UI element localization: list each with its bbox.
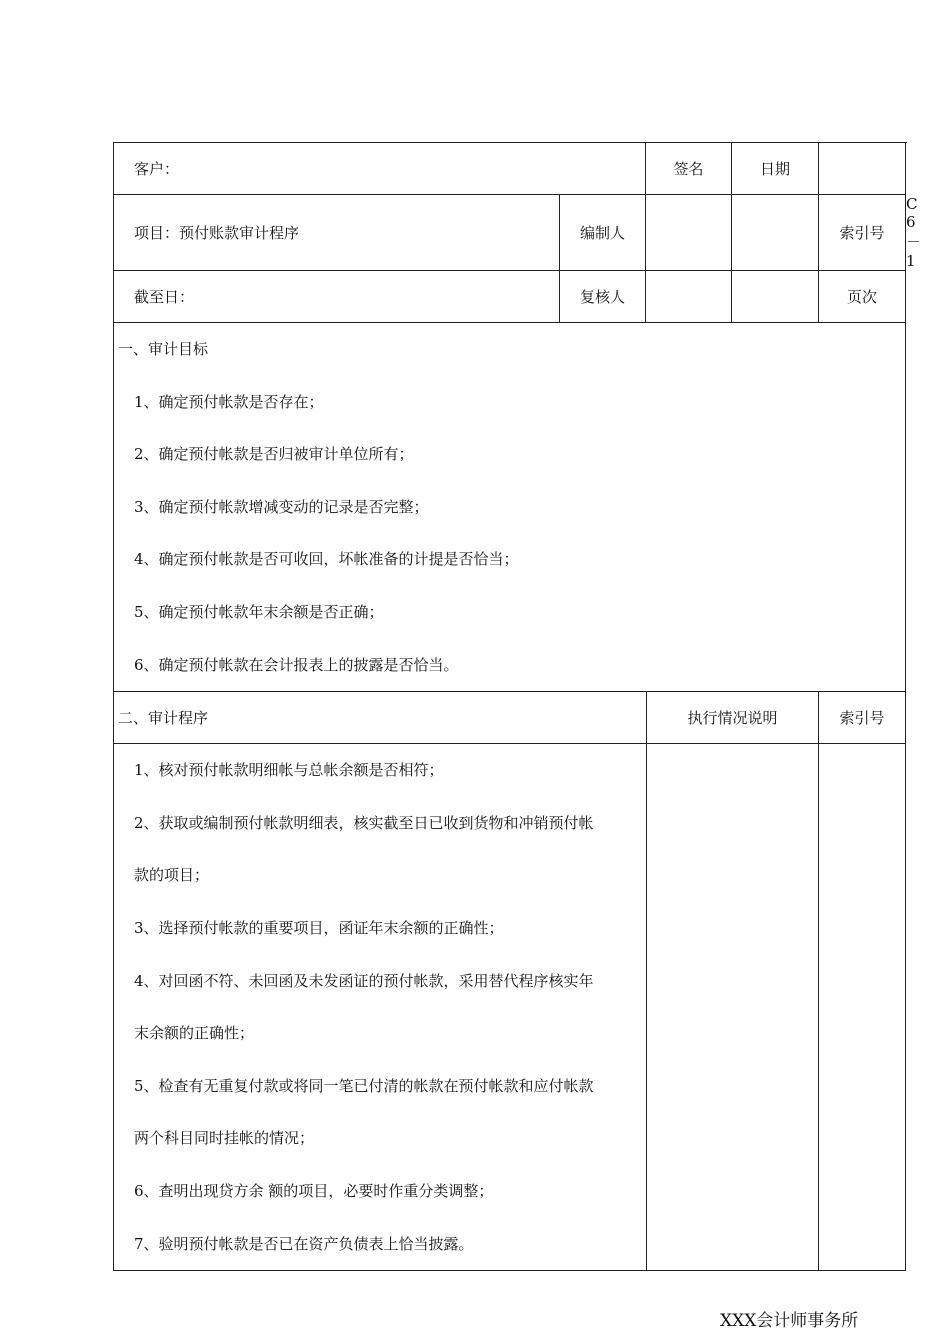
header-table: [113, 142, 924, 323]
objective-item: 5、确定预付帐款年末余额是否正确；: [134, 602, 384, 621]
procedures-row: [114, 744, 906, 1271]
project-cell: [114, 195, 560, 271]
cutoff-label: 截至日：: [134, 288, 195, 306]
objective-item: 1、确定预付帐款是否存在；: [134, 392, 324, 411]
procedure-line: 5、检查有无重复付款或将同一笔已付清的帐款在预付帐款和应付帐款: [134, 1076, 594, 1095]
audit-program-table: [113, 322, 906, 1271]
procedure-line: 款的项目；: [134, 866, 210, 885]
procedure-line: 3、选择预付帐款的重要项目，函证年末余额的正确性；: [134, 918, 504, 937]
procedure-line: 两个科目同时挂帐的情况；: [134, 1129, 315, 1148]
client-label: 客户：: [134, 160, 180, 178]
preparer-date-cell[interactable]: [732, 195, 819, 271]
objectives-title: 一、审计目标: [118, 340, 209, 358]
objective-item: 6、确定预付帐款在会计报表上的披露是否恰当。: [134, 655, 459, 674]
header-row-cutoff: [114, 271, 906, 323]
page-label: 页次: [819, 271, 906, 323]
preparer-label: 编制人: [560, 195, 646, 271]
execution-notes-cell[interactable]: [647, 744, 819, 1271]
sign-label: 签名: [646, 143, 732, 195]
procedures-cell: [114, 744, 647, 1271]
execution-column-header: 执行情况说明: [647, 692, 819, 744]
procedure-line: 7、验明预付帐款是否已在资产负债表上恰当披露。: [134, 1234, 474, 1253]
cutoff-cell: [114, 271, 560, 323]
date-label: 日期: [732, 143, 819, 195]
procedures-title: 二、审计程序: [114, 692, 647, 744]
procedure-line: 6、查明出现贷方余 额的项目，必要时作重分类调整；: [134, 1181, 494, 1200]
index-label: 索引号: [819, 195, 906, 271]
objective-item: 3、确定预付帐款增减变动的记录是否完整；: [134, 497, 429, 516]
procedure-line: 末余额的正确性；: [134, 1024, 255, 1043]
objective-item: 2、确定预付帐款是否归被审计单位所有；: [134, 445, 414, 464]
reviewer-sign-cell[interactable]: [646, 271, 732, 323]
header-row-project: 项目：预付账款审计程序 编制人 索引号 C 6 － 1: [114, 195, 906, 271]
procedure-line: 4、对回函不符、未回函及未发函证的预付帐款，采用替代程序核实年: [134, 971, 594, 990]
blank-cell: [819, 143, 906, 195]
objectives-cell: [114, 323, 906, 692]
firm-name: XXX会计师事务所: [720, 1311, 859, 1331]
procedure-index-cell[interactable]: [819, 744, 906, 1271]
project-label: 项目：预付账款审计程序: [134, 224, 300, 242]
objective-item: 4、确定预付帐款是否可收回，坏帐准备的计提是否恰当；: [134, 550, 519, 569]
client-cell: [114, 143, 646, 195]
reviewer-label: 复核人: [560, 271, 646, 323]
reviewer-date-cell[interactable]: [732, 271, 819, 323]
procedures-header-row: [114, 692, 906, 744]
preparer-sign-cell[interactable]: [646, 195, 732, 271]
procedure-line: 1、核对预付帐款明细帐与总帐余额是否相符；: [134, 761, 444, 780]
objectives-row: [114, 323, 906, 692]
index-column-header: 索引号: [819, 692, 906, 744]
header-row-client: [114, 143, 906, 195]
procedure-line: 2、获取或编制预付帐款明细表，核实截至日已收到货物和冲销预付帐: [134, 813, 594, 832]
